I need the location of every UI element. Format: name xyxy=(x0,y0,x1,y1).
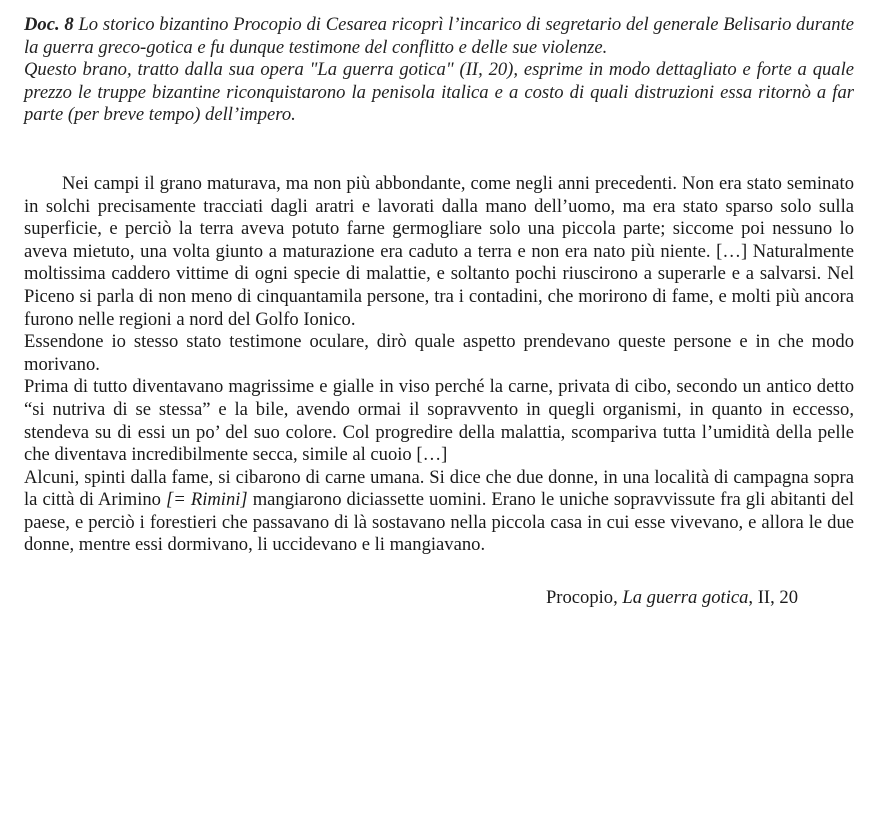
passage-paragraph-3: Prima di tutto diventavano magrissime e gialle in viso perché la carne, privata di cibo, secondo un antico detto “si nutriva di se stessa” e la bile, avendo ormai il sopravvento in quegli organismi, in quanto in eccesso, stendeva su di essi un po’ del suo colore. Col progredire della malattia, scompariva tutta l’umidità della pelle che diventava incredibilmente secca, simile al cuoio […] xyxy=(24,376,854,466)
intro-paragraph-1 xyxy=(24,14,854,59)
document-label: Doc. 8 xyxy=(24,14,74,35)
passage-text-segment: mangiarono diciassette uomini. Erano le uniche sopravvissute fra gli abitanti del paese, e perciò i forestieri che passavano di là sostavano nella piccola casa in cui esse vivevano, e allora le due donne, mentre essi dormivano, li uccidevano e li mangiavano. xyxy=(24,489,854,556)
citation xyxy=(24,587,854,609)
editorial-note: [= Rimini] xyxy=(166,489,248,511)
passage-paragraph-4 xyxy=(24,467,854,557)
intro-paragraph-2: Questo brano, tratto dalla sua opera "La guerra gotica" (II, 20), esprime in modo dettagliato e forte a quale prezzo le truppe bizantine riconquistarono la penisola italica e a costo di quali distruzioni essa ritornò a far parte (per breve tempo) dell’impero. xyxy=(24,59,854,126)
citation-work: La guerra gotica xyxy=(622,587,749,609)
passage-text-segment: Alcuni, spinti dalla fame, si cibarono di carne umana. Si dice che due donne, in una località di campagna sopra la città di Arimino xyxy=(24,466,854,511)
citation-reference: , II, 20 xyxy=(748,587,798,609)
document-introduction xyxy=(24,14,854,127)
passage-paragraph-2: Essendone io stesso stato testimone oculare, dirò quale aspetto prendevano queste persone e in che modo morivano. xyxy=(24,331,854,375)
intro-text-1: Lo storico bizantino Procopio di Cesarea ricoprì l’incarico di segretario del generale Belisario durante la guerra greco-gotica e fu dunque testimone del conflitto e delle sue violenze. xyxy=(24,14,854,58)
citation-author: Procopio, xyxy=(545,587,623,609)
passage-paragraph-1: Nei campi il grano maturava, ma non più abbondante, come negli anni precedenti. Non era stato seminato in solchi precisamente tracciati dagli aratri e lavorati dalla mano dell’uomo, ma era stato sparso solo sulla superficie, e perciò la terra aveva potuto farne germogliare solo una piccola parte; siccome poi nessuno lo aveva mietuto, una volta giunto a maturazione era caduto a terra e non era nato più niente. […] Naturalmente moltissima caddero vittime di ogni specie di malattie, e soltanto pochi riuscirono a superarle e a salvarsi. Nel Piceno si parla di non meno di cinquantamila persone, tra i contadini, che morirono di fame, e molti più ancora furono nelle regioni a nord del Golfo Ionico. xyxy=(24,172,854,330)
passage-text xyxy=(24,173,854,557)
document xyxy=(24,14,854,609)
